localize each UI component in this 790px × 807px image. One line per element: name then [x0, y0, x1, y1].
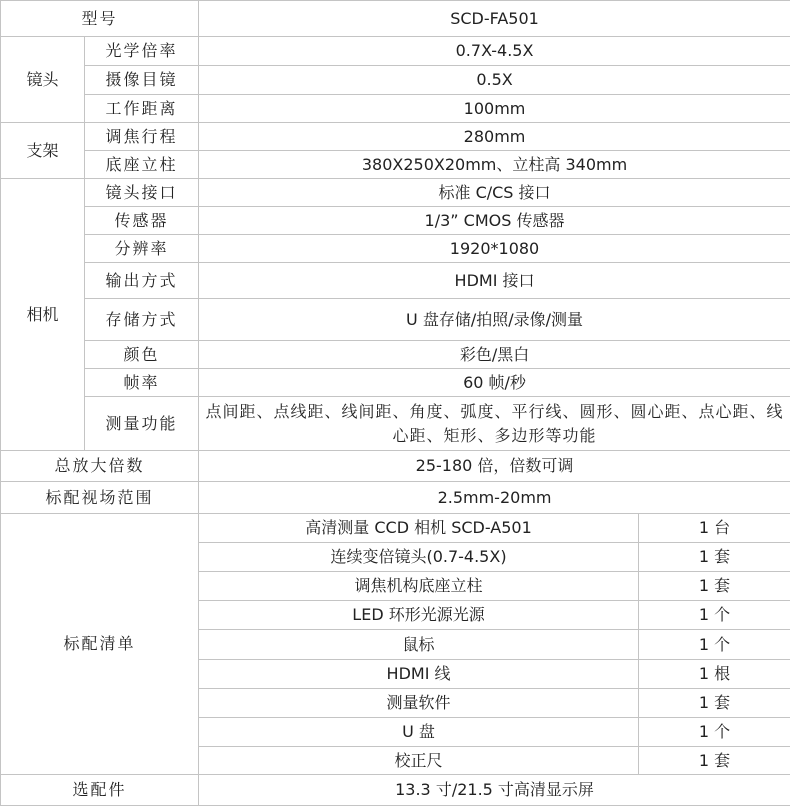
lens-group-label: 镜头 — [1, 37, 85, 123]
kit-item-name: 连续变倍镜头(0.7-4.5X) — [199, 543, 639, 572]
magnification-label: 总放大倍数 — [1, 451, 199, 482]
kit-item-name: HDMI 线 — [199, 660, 639, 689]
spec-value: U 盘存储/拍照/录像/测量 — [199, 299, 790, 341]
kit-item-qty: 1 个 — [639, 718, 790, 747]
optional-label: 选配件 — [1, 775, 199, 806]
field-of-view-value: 2.5mm-20mm — [199, 482, 790, 514]
kit-item-qty: 1 个 — [639, 601, 790, 630]
field-of-view-label: 标配视场范围 — [1, 482, 199, 514]
camera-group-label: 相机 — [1, 179, 85, 451]
spec-label: 镜头接口 — [85, 179, 199, 207]
model-row — [1, 1, 790, 37]
camera-row — [1, 179, 790, 207]
kit-item-name: U 盘 — [199, 718, 639, 747]
camera-row — [1, 369, 790, 397]
kit-item-name: 测量软件 — [199, 689, 639, 718]
spec-label: 工作距离 — [85, 95, 199, 123]
spec-value: 380X250X20mm、立柱高 340mm — [199, 151, 790, 179]
spec-value: HDMI 接口 — [199, 263, 790, 299]
spec-value: 标准 C/CS 接口 — [199, 179, 790, 207]
lens-row — [1, 95, 790, 123]
kit-item-qty: 1 套 — [639, 572, 790, 601]
spec-label: 存储方式 — [85, 299, 199, 341]
spec-label: 输出方式 — [85, 263, 199, 299]
spec-value: 280mm — [199, 123, 790, 151]
spec-label: 调焦行程 — [85, 123, 199, 151]
spec-value: 0.5X — [199, 66, 790, 95]
spec-value: 100mm — [199, 95, 790, 123]
kit-item-qty: 1 套 — [639, 747, 790, 775]
model-value: SCD-FA501 — [199, 1, 790, 37]
kit-item-name: 高清测量 CCD 相机 SCD-A501 — [199, 514, 639, 543]
camera-row — [1, 263, 790, 299]
kit-item-name: 调焦机构底座立柱 — [199, 572, 639, 601]
camera-row — [1, 235, 790, 263]
camera-row — [1, 207, 790, 235]
lens-row — [1, 37, 790, 66]
lens-row — [1, 66, 790, 95]
spec-label: 测量功能 — [85, 397, 199, 451]
spec-label: 光学倍率 — [85, 37, 199, 66]
optional-value: 13.3 寸/21.5 寸高清显示屏 — [199, 775, 790, 806]
camera-row — [1, 341, 790, 369]
camera-row — [1, 299, 790, 341]
kit-item-qty: 1 台 — [639, 514, 790, 543]
stand-group-label: 支架 — [1, 123, 85, 179]
spec-value: 彩色/黑白 — [199, 341, 790, 369]
kit-item-qty: 1 根 — [639, 660, 790, 689]
kit-item-name: LED 环形光源光源 — [199, 601, 639, 630]
magnification-value: 25-180 倍，倍数可调 — [199, 451, 790, 482]
model-label: 型号 — [1, 1, 199, 37]
spec-value: 点间距、点线距、线间距、角度、弧度、平行线、圆形、圆心距、点心距、线心距、矩形、多边形等功能 — [199, 397, 790, 451]
kit-item-qty: 1 套 — [639, 543, 790, 572]
kit-group-label: 标配清单 — [1, 514, 199, 775]
kit-item-qty: 1 套 — [639, 689, 790, 718]
spec-value: 60 帧/秒 — [199, 369, 790, 397]
spec-value: 0.7X-4.5X — [199, 37, 790, 66]
stand-row — [1, 123, 790, 151]
spec-label: 摄像目镜 — [85, 66, 199, 95]
kit-item-qty: 1 个 — [639, 630, 790, 660]
kit-row — [1, 514, 790, 543]
magnification-row — [1, 451, 790, 482]
field-of-view-row — [1, 482, 790, 514]
kit-item-name: 校正尺 — [199, 747, 639, 775]
spec-label: 分辨率 — [85, 235, 199, 263]
spec-label: 颜色 — [85, 341, 199, 369]
spec-label: 底座立柱 — [85, 151, 199, 179]
optional-row — [1, 775, 790, 806]
kit-item-name: 鼠标 — [199, 630, 639, 660]
spec-label: 传感器 — [85, 207, 199, 235]
spec-label: 帧率 — [85, 369, 199, 397]
camera-row — [1, 397, 790, 451]
stand-row — [1, 151, 790, 179]
spec-value: 1920*1080 — [199, 235, 790, 263]
spec-value: 1/3” CMOS 传感器 — [199, 207, 790, 235]
